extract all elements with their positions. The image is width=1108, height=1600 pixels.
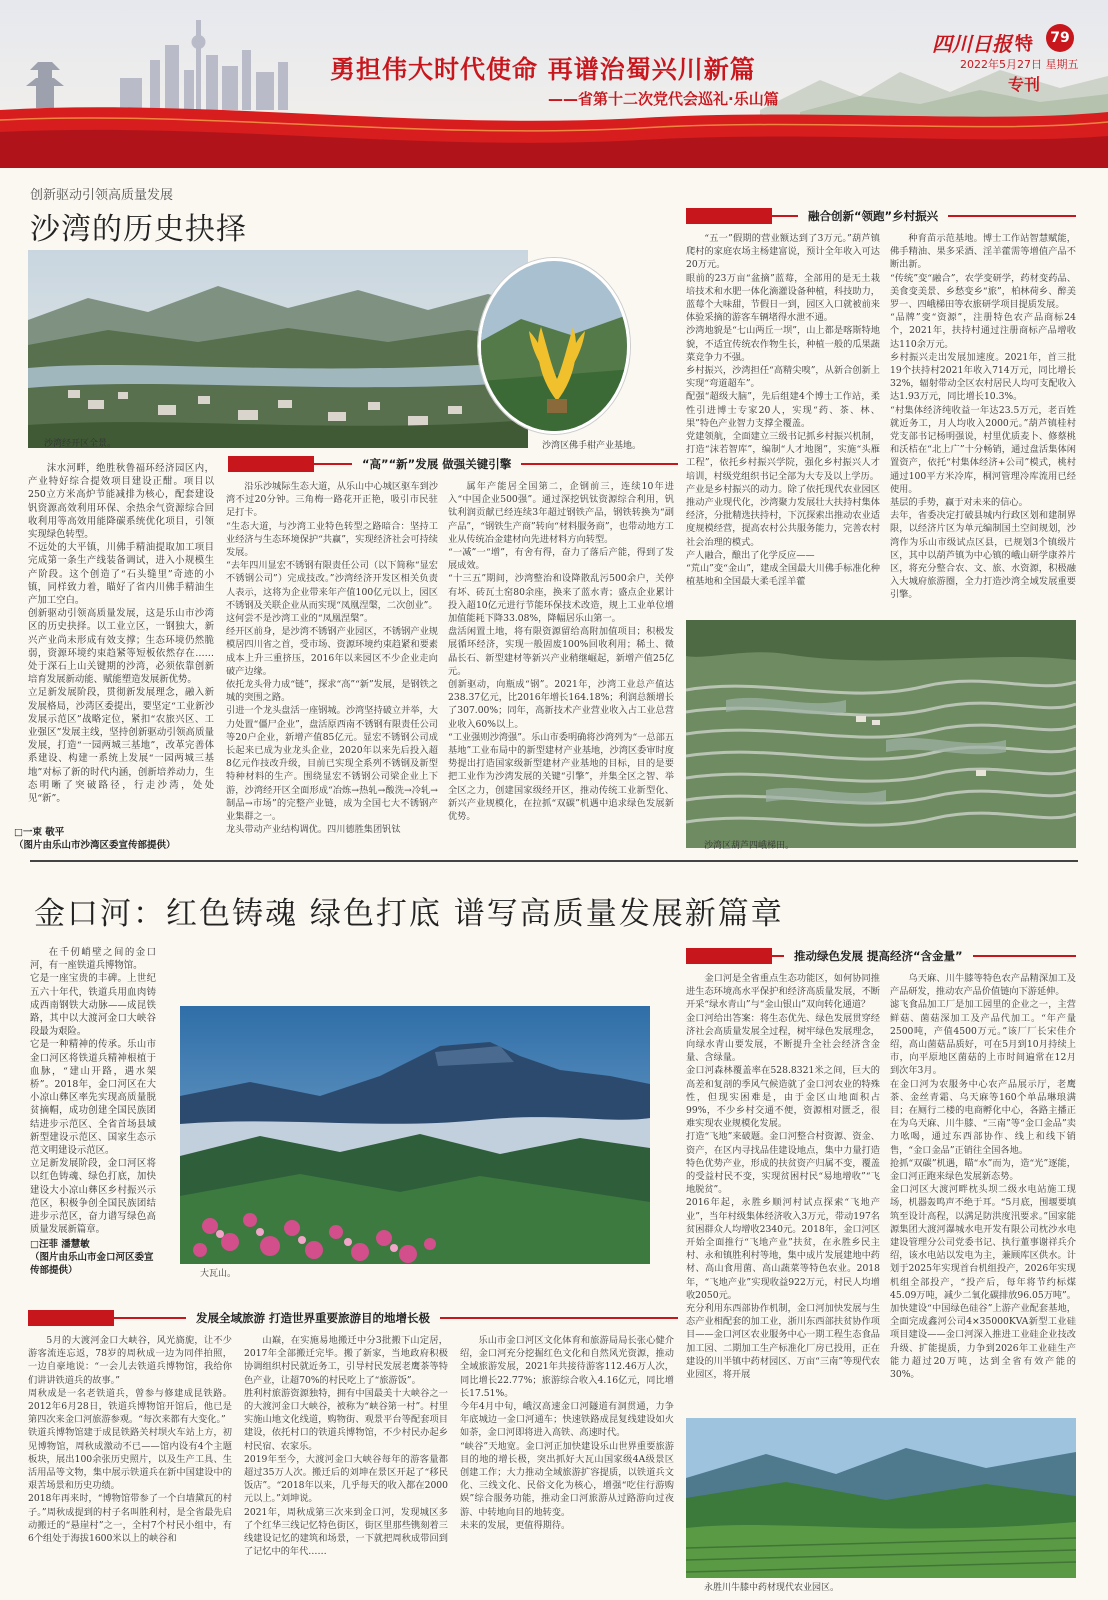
- bergamot-caption: 沙湾区佛手柑产业基地。: [542, 441, 642, 451]
- section1-title: 沙湾的历史抉择: [30, 212, 247, 247]
- section2-column-i: 乐山市金口河区文化体育和旅游局局长张心健介绍，金口河充分挖掘红色文化和自然风光资源，推动全域旅游发展，2021年共接待游客112.46万人次，同比增长22.77%；旅游综合收入4.16亿元，同比增长17.51%。 今年4月中旬，峨汉高速金口河隧道有洞贯通，力争年底城边一金口河通车；快速铁路成昆复线建设如火如荼，金口河即将进入高铁、高速时代。 “峡谷”天地宽。金口河正加快建设乐山世界重要旅游目的地的增长极，突出抓好大瓦山国家级4A级景区创建工作；大力推动全域旅游扩容提质，以铁道兵文化、三线文化、民俗文化为核心，增强“吃住行游购娱”综合服务功能，推动金口河旅游从过路游向过夜游、中转地向目的地转变。 未来的发展，更值得期待。: [460, 1335, 674, 1531]
- section1-subhead-bar: [228, 456, 678, 472]
- shawan-panorama-photo: [28, 250, 528, 448]
- dawashan-photo: [180, 1006, 650, 1264]
- section1-subhead: “高”“新”发展 做强关键引擎: [352, 456, 521, 472]
- herb-park-photo: [686, 1418, 1076, 1578]
- section1-column-d: 种育苗示范基地。博士工作站智慧赋能，佛手精油、果多采酒、淫羊藿需等增值产品不断出新。 “传统”变“融合”，农学变研学，药材变药品、美食变美景、乡愁变乡“旅”，柏林荷乡、醉美罗一、四峨梯田等农旅研学项目提质发展。 “品牌”变“资源”，注册特色农产品商标24个，2021年，扶持村通过注册商标产品增收达110余万元。 乡村振兴走出发展加速度。2021年，首三批19个扶持村2021年收入714万元，同比增长32%，辐射带动全区农村居民人均可支配收入达1.93万元，同比增长10.3%。 “村集体经济纯收益一年达23.5万元，老百姓就近务工，月人均收入2000元。”葫芦镇桂村党支部书记杨明强说，村里优质麦卜、修蔡桃和沃桔在“北上广”十分畅销，通过盘活集体闲置资产，依托“村集体经济+公司”模式，桃村通过100平方米冷库，桐河管理冷库流用已经使用。 基层的手势，赢于对未来的信心。 去年，省委决定打破县城内行政区划和建制界限，以经济片区为单元编制国土空间规划，沙湾作为乐山市级试点区县，已规划3个镇级片区，其中以葫芦镇为中心镇的峨山研学康养片区，将充分整合农、文、旅、水资源，积极融入大城府旅游圈，全力打造沙湾全域发展重要引擎。: [890, 233, 1076, 601]
- page-number-badge: 79: [1046, 24, 1074, 52]
- section2-title: 金口河：红色铸魂 绿色打底 谱写高质量发展新篇章: [34, 896, 784, 932]
- section1-kicker: 创新驱动引领高质量发展: [30, 188, 174, 203]
- section2-subhead-bar: [686, 948, 1076, 964]
- banner-subtitle: ——省第十二次党代会巡礼·乐山篇: [548, 90, 779, 108]
- dawashan-caption: 大瓦山。: [200, 1269, 237, 1279]
- supplement-label: 专刊: [1008, 75, 1041, 94]
- section1-column-a: 沿乐沙城际生态大道，从乐山中心城区驱车到沙湾不过20分钟。三角梅一路花开正艳，吸引市民驻足打卡。 “生态大道，与沙湾工业特色转型之路暗合：坚持工业经济与生态环境保护“共赢”，实现经济社会可持续发展。 “去年四川显宏不锈钢有限责任公司（以下简称“显宏不锈钢公司”）完成技改。”沙湾经济开发区相关负责人表示，这将为企业带来年产值100亿元以上，园区不锈钢及关联企业从而实现“凤凰涅槃，二次创业”。 这何尝不是沙湾工业的“凤凰涅槃”。 经开区前身，是沙湾不锈钢产业园区，不锈钢产业规模居四川省之首，受市场、资源环境约束趋紧和要素成本上升三重挤压，2016年以来园区不少企业走向破产边缘。 依托龙头骨力成“链”，探求“高”“新”发展，是钢铁之城的突围之路。 引进一个龙头盘活一座钢城。沙湾坚持破立并举，大力处置“僵尸企业”，盘活原西南不锈钢有限责任公司等20户企业，新增产值85亿元。显宏不锈钢公司成长起来已成为业龙头企业，2020年以来先后投入超8亿元作技改升级，目前已实现全系列不锈钢及新型特种材料的生产。围绕显宏不锈钢公司梁企业上下游，沙湾经开区全面形成“冶炼→热轧→酸洗→冷轧→制品→市场”的完整产业链，成为全国七大不锈钢产业集群之一。 龙头带动产业结构调优。四川德胜集团钒钛: [226, 481, 438, 836]
- terraces-caption: 沙湾区葫芦四峨梯田。: [704, 841, 795, 851]
- section1-intro: 沫水河畔，绝胜秋鲁福环经济园区内，产业特好综合提效项目建设正酣。项目以250立方米高炉节能减排为核心，配套建设钒资源高效利用环保、余热余气资源综合回收利用等高效用能降碳系统优化项目，引领实现绿色转型。 不远处的大平镇，川佛手精油提取加工项目完成第一条生产线装备调试，进入小规模生产阶段。这个创造了“石头缝里”奇迹的小镇，同样致力着，瞄好了省内川佛手精油生产加工空白。 创新驱动引领高质量发展，这是乐山市沙湾区的历史抉择。以工业立区，一钢独大，新兴产业尚未形成有效支撑；生态环境仍然脆弱，资源环境约束趋紧等短板依然存在……处于深石上山关键期的沙湾，必须依靠创新培育发展新动能、赋能塑造发展新优势。 立足新发展阶段，贯彻新发展理念，融入新发展格局，沙湾区委提出，要坚定“工业新沙发展示范区”战略定位，紧扣“农旅兴区、工业强区”发展主线，坚持创新驱动引领高质量发展，打造“一园两城三基地”，改革完善体系建设、构建一系统上发展“一园两城三基地”对标了新的时代内涵，创新培养动力，生态明晰了突破路径，行走沙湾，处处见“新”。: [28, 463, 214, 805]
- section2-intro: 在千仞峭壁之间的金口河，有一座铁道兵博物馆。 它是一座宝贵的丰碑。上世纪五六十年代，铁道兵用血肉铸成西南钢铁大动脉——成昆铁路，其中以大渡河金口大峡谷段最为艰险。 它是一种精神的传承。乐山市金口河区将铁道兵精神根植于血脉，“建山开路，遇水架桥”。2018年，金口河区在大小凉山彝区率先实现高质量脱贫摘帽，成功创建全国民族团结进步示范区、全省首场县域新型建设示范区、国家生态示范文明建设示范区。 立足新发展阶段，金口河区将以红色铸魂、绿色打底，加快建设大小凉山彝区乡村振兴示范区，积极争创全国民族团结进步示范区，奋力谱写绿色高质量发展新篇章。: [30, 947, 156, 1236]
- section2-credit: □汪菲 潘慧敏 （图片由乐山市金口河区委宣传部提供）: [30, 1239, 154, 1276]
- section2-column-g: 5月的大渡河金口大峡谷，风光旖旎，让不少游客流连忘返，78岁的周秋成一边为同伴拍照，一边自豪地说：“一会儿去铁道兵博物馆，我给你们讲讲铁道兵的故事。” 周秋成是一名老铁道兵，曾参与修建成昆铁路。2012年6月28日，铁道兵博物馆开馆后，他已是第四次来金口河旅游参观。“每次来都有大变化。” 铁道兵博物馆建于成昆铁路关村坝火车站上方，初见博物馆，周秋成激动不已——馆内设有4个主题板块，展出100余张历史照片，以及生产工具、生活用品等文物，集中展示铁道兵在新中国建设中的艰苦场景和历史功绩。 2018年再来时，“博物馆带参了一个白墙黛瓦的村子。”周秋成提到的村子名叫胜利村，是全省最先启动搬迁的“悬崖村”之一，全村7个村民小组中，有6个组处于海拔1600米以上的峡谷和: [28, 1335, 232, 1545]
- section2-column-f: 乌天麻、川牛膝等特色农产品精深加工及产品研发，推动农产品价值链向下游延伸。 滤飞食品加工厂是加工园里的企业之一，主营鲜菇、菌菇深加工及产品代加工。“年产量2500吨，产值4500万元。”该厂厂长宋佳介绍，高山菌菇品质好，可在5月到10月持续上市，向平原地区菌菇的上市时间遍常在12月到次年3月。 在金口河为农服务中心农产品展示厅，老鹰茶、金丝青霜、乌天麻等160个单品琳琅满目；在厕行二楼的电商孵化中心，各路主播正在为乌天麻、川牛膝、“三南”等“金口金品”卖力吆喝，通过东西部协作、线上和线下销售，“金口金品”正销往全国各地。 抢抓“双碳”机遇，瞄“水”而为，造“光”逐能，金口河正跑来绿色发展新态势。 金口河区大渡河畔枕头坝二级水电站施工现场，机器轰鸣声不绝于耳。“5月底，围堰要填筑至设计高程，以满足防洪度汛要求。”国家能源集团大渡河瀑城水电开发有限公司枕沙水电建设管理分公司党委书记、执行董事谢祥兵介绍，该水电站以发电为主，兼顾库区供水。计划于2025年实现首台机组投产，2026年实现机组全部投产，“投产后，每年将节约标煤45.09万吨，减少二氧化碳排放96.05万吨”。 加快建设“中国绿色硅谷”上游产业配套基地，全面完成鑫河公司4×35000KVA新型工业硅项目建设——金口河深入推进工业硅企业技改升级、扩能提质，力争到2026年工业硅生产能力超过20万吨，达到全省有效产能的30%。: [890, 973, 1076, 1381]
- section2-subhead: 推动绿色发展 提高经济“含金量”: [784, 948, 973, 964]
- section2-subhead2: 发展全域旅游 打造世界重要旅游目的地增长极: [186, 1310, 440, 1326]
- newspaper-name: 四川日报: [932, 32, 1012, 56]
- section-divider: [30, 860, 1078, 862]
- masthead-banner: [0, 0, 1108, 168]
- special-tag: 特: [1015, 34, 1033, 55]
- banner-title: 勇担伟大时代使命 再谱治蜀兴川新篇: [330, 55, 756, 84]
- herb-park-caption: 永胜川牛膝中药材现代农业园区。: [704, 1583, 840, 1593]
- section2-column-e: 金口河是全省重点生态功能区，如何协同推进生态环境高水平保护和经济高质量发展，不断开采“绿水青山”与“金山银山”双向转化通道？ 金口河给出答案：将生态优先、绿色发展贯穿经济社会高质量发展全过程，树牢绿色发展理念，向绿水青山要发展，不断提升全社会经济含金量、含绿量。 金口河森林覆盖率在528.8321米之间，巨大的高差和复剖的季风气候造就了金口河农业的特殊性，但现实困难是，由于金区山地面积占99%，不少乡村交通不便，资源相对匮乏，很难实现农业规模化发展。 打造“飞地”来破题。金口河整合村资源、资金、资产，在区内寻找品佳建设地点，集中力量打造特色优势产业，形成的扶贫资产归属不变，覆盖的受益村民不变，实现贫困村民“易地增收”“飞地脱贫”。 2016年起，永胜乡顺河村试点探索“飞地产业”，当年村级集体经济收入3万元，带动197名贫困群众人均增收2340元。2018年，金口河区开始全面推行“飞地产业”扶贫，在永胜乡民主村、永和镇胜利村等地，集中成片发展建地中药材、高山食用菌、高山蔬菜等特色农业。2018年，“飞地产业”实现收益922万元，村民人均增收2050元。 充分利用东西部协作机制，金口河加快发展与生态产业相配套的加工业，浙川东西部扶贫协作项目——金口河区农业服务中心一期工程生态食品加工园、二期加工生产标准化厂房已投用，正在建设的川半镇中药材园区、万亩“三南”等现代农业园区，将开展: [686, 973, 880, 1381]
- section1-subhead2-bar: [686, 208, 1076, 224]
- section2-subhead2-bar: [28, 1310, 678, 1326]
- section1-column-c: “五一”假期的营业额达到了3万元。”葫芦镇爬村的家庭农场主杨建富说，预计全年收入可达20万元。 眼前的23万亩“盆摘”蓝莓，全部用的是无土栽培技术和水肥一体化滴灌设备种植，科技助力，蓝莓个大味甜，节假日一到，园区入口就被前来体验采摘的游客车辆堵得水泄不通。 沙湾地貌是“七山两丘一坝”，山上都是喀斯特地貌，不适宜传统农作物生长，种植一般的瓜果蔬菜竞争力不强。 乡村振兴，沙湾担任“高精尖嗅”，从新合创新上实现“弯道超车”。 配强“超级大脑”，先后组建4个博士工作站，柔性引进博士专家20人，实现“药、茶、林、果”特色产业智力支撑全覆盖。 党建领航，全面建立三级书记抓乡村振兴机制，打造“沫若智库”，编制“人才地图”，实施“头雁工程”，依托乡村振兴学院，强化乡村振兴人才培训，村级党组织书记全部为大专及以上学历。 产业是乡村振兴的动力。除了依托现代农业园区推动产业现代化，沙湾聚力发展壮大扶持村集体经济，分批精选扶持村，下沉探索出推动农业适度规模经营，提高农村公共服务能力，完善农村社会治理的模式。 产人融合，酿出了化学反应—— “荒山”变“金山”，建成全国最大川佛手标准化种植基地和全国最大柔毛淫羊藿: [686, 233, 880, 588]
- bergamot-base-photo: [478, 258, 630, 434]
- terraces-photo: [686, 620, 1076, 848]
- issue-date: 2022年5月27日 星期五: [960, 58, 1079, 71]
- section1-subhead2: 融合创新“领跑”乡村振兴: [798, 208, 948, 224]
- section2-column-h: 山巅，在实施易地搬迁中分3批搬下山定居，2017年全部搬迁完毕。搬了新家，当地政府积极协调组织村民就近务工，引导村民发展老鹰茶等特色产业，让超70%的村民吃上了“旅游饭”。 胜利村旅游资源独特，拥有中国最美十大峡谷之一的大渡河金口大峡谷，被称为“峡谷第一村”。村里实施山地文化线道，购物街、观景平台等配套项目建设，依托村口的铁道兵博物馆，不少村民办起乡村民宿、农家乐。 2019年至今，大渡河金口大峡谷每年的游客量都超过35万人次。搬迁后的刘坤在景区开起了“移民饭店”。“2018年以来，几乎每天的收入都在2000元以上。”刘坤说。 2021年，周秋成第三次来到金口河，发现城区多了个红华三线记忆特色街区，街区里那些镌刻着三线建设记忆的建筑和场景，一下就把周秋成带回到了记忆中的年代……: [244, 1335, 448, 1558]
- panorama-caption: 沙湾经开区全景。: [44, 439, 117, 449]
- section1-credit: □一束 敬平 （图片由乐山市沙湾区委宣传部提供）: [14, 827, 176, 851]
- section1-column-b: 属年产能居全国第二，企钢前三，连续10年进入“中国企业500强”。通过深挖钒钛资源综合利用，钒钛利润贡献已经连续3年超过钢铁产品，钢铁转换为“副产品”，“钢铁生产商”转向“材料服务商”，也带动地方工业从传统冶金建材向先进材料方向转型。 “一减”一“增”，有舍有得，奋力了落后产能，得到了发展成效。 “十三五”期间，沙湾整治和设降散乱污500余户，关停有坏、砖瓦土窑80余座，换来了蓝水青；盛点企业累计投入超10亿元进行节能环保技术改造，规上工业单位增加值能耗下降33.08%，降幅居乐山第一。 盘活闲置土地，将有限资源留给高附加值项目；积极发展循环经济，实现一般固废100%回收利用；稀土、微晶长石、新型建材等新兴产业稍继崛起，新增产值25亿元。 创新驱动，向瓶成“钢”。2021年，沙湾工业总产值达238.37亿元，比2016年增长164.18%；利润总额增长了307.00%；同年，高新技术产业营业收入占工业总营业收入60%以上。 “工业强则沙湾强”。乐山市委明确将沙湾列为“一总部五基地”工业布局中的新型建材产业基地，沙湾区委审时度势提出打造国家级新型建材产业基地的目标，目的是要把工业作为沙湾发展的关键“引擎”，并集全区之智、举全区之力，创建国家级经开区，推动传统工业新型化、新兴产业规模化，在拉抓“双碳”机遇中追求绿色发展新优势。: [448, 481, 674, 823]
